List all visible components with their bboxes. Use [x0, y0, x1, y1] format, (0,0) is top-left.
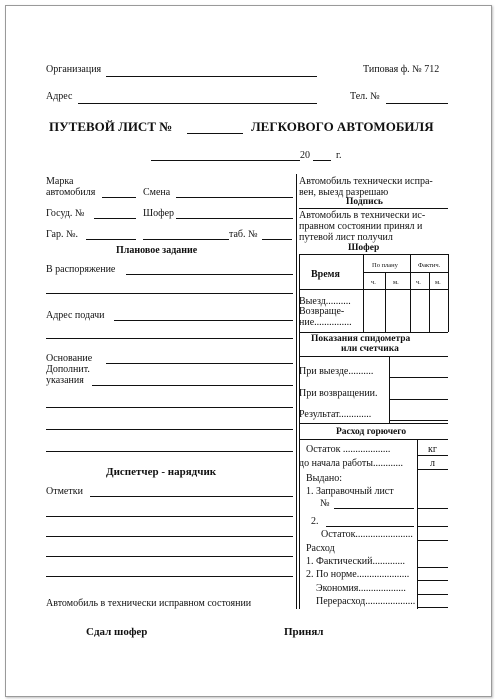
year-field[interactable]: [313, 160, 331, 161]
unit-kg: кг: [428, 444, 437, 455]
notes-field-4[interactable]: [46, 556, 293, 557]
result-label: Результат.............: [299, 409, 372, 420]
garage-label: Гар. №.: [46, 229, 79, 240]
time-table-edge: [448, 254, 449, 332]
organization-label: Организация: [46, 64, 102, 75]
at-return-label: При возвращении.: [299, 388, 378, 399]
time-table-divider: [363, 254, 364, 332]
before-work-label: до начала работы............: [299, 458, 403, 469]
time-table-divider: [410, 254, 411, 332]
refuel-number-field[interactable]: [334, 508, 414, 509]
notes-field-2[interactable]: [46, 516, 293, 517]
waybill-form: [5, 5, 492, 697]
plate-field[interactable]: [94, 218, 136, 219]
odometer-bottom-line: [299, 423, 448, 424]
fuel-line: [299, 439, 448, 440]
minutes-label: м.: [435, 279, 441, 286]
tech-ok-line-2: вен, выезд разрешаю: [299, 187, 389, 198]
item2-amount-field[interactable]: [417, 526, 448, 527]
saving-label: Экономия...................: [316, 583, 406, 594]
year-suffix: г.: [336, 150, 342, 161]
extra-field-3[interactable]: [46, 429, 293, 430]
refuel-amount-field[interactable]: [417, 508, 448, 509]
brand-label-2: автомобиля: [46, 187, 96, 198]
time-table-line: [299, 332, 448, 333]
plan-title: Плановое задание: [116, 245, 198, 256]
tab-field-line[interactable]: [143, 239, 229, 240]
remain-field[interactable]: [417, 469, 448, 470]
at-return-field[interactable]: [389, 399, 448, 400]
ok-state-label: Автомобиль в технически исправном состоянии: [46, 598, 252, 609]
notes-field[interactable]: [90, 496, 293, 497]
year-prefix: 20: [300, 150, 310, 161]
garage-field[interactable]: [86, 239, 136, 240]
time-table-line: [363, 272, 448, 273]
norm-field[interactable]: [417, 580, 448, 581]
odometer-title-2: или счетчика: [341, 344, 399, 354]
result-field[interactable]: [389, 420, 448, 421]
remain2-field[interactable]: [417, 540, 448, 541]
brand-field[interactable]: [102, 197, 136, 198]
pickup-label: Адрес подачи: [46, 310, 105, 321]
remain2-label: Остаток.......................: [321, 529, 413, 540]
notes-field-5[interactable]: [46, 576, 293, 577]
address-label: Адрес: [46, 91, 73, 102]
at-departure-field[interactable]: [389, 377, 448, 378]
departure-label: Выезд..........: [299, 296, 351, 307]
signature-line[interactable]: [299, 208, 448, 209]
column-divider: [296, 174, 297, 609]
return-label-1: Возвраще-: [299, 306, 345, 317]
signature-label: Подпись: [346, 197, 383, 207]
shift-field[interactable]: [176, 197, 293, 198]
odometer-title-1: Показания спидометра: [311, 334, 411, 344]
driver-signature-label: Шофер: [348, 243, 380, 253]
extra-field-2[interactable]: [46, 407, 293, 408]
issued-label: Выдано:: [306, 473, 343, 484]
organization-field[interactable]: [106, 76, 317, 77]
plan-column-label: По плану: [372, 262, 398, 269]
address-field[interactable]: [78, 103, 317, 104]
notes-field-3[interactable]: [46, 536, 293, 537]
basis-field[interactable]: [106, 363, 293, 364]
item2-label: 2.: [311, 516, 319, 527]
extra-label-2: указания: [46, 375, 84, 386]
hours-label: ч.: [416, 279, 421, 286]
dispatcher-title: Диспетчер - нарядчик: [106, 466, 217, 478]
time-table-divider: [429, 272, 430, 332]
norm-label: 2. По норме.....................: [306, 569, 410, 580]
disposal-field-2[interactable]: [46, 293, 293, 294]
basis-label: Основание: [46, 353, 93, 364]
time-table-divider: [385, 272, 386, 332]
remain-label: Остаток ...................: [306, 444, 391, 455]
actual-label: 1. Фактический.............: [306, 556, 406, 567]
title-waybill: ПУТЕВОЙ ЛИСТ №: [49, 119, 173, 134]
actual-field[interactable]: [417, 567, 448, 568]
time-table-line: [299, 289, 448, 290]
handed-label: Сдал шофер: [86, 626, 148, 638]
unit-line: [417, 455, 448, 456]
pickup-field-2[interactable]: [46, 338, 293, 339]
tab-field[interactable]: [262, 239, 292, 240]
tab-label: таб. №: [229, 229, 258, 240]
minutes-label: м.: [393, 279, 399, 286]
hours-label: ч.: [371, 279, 376, 286]
time-label: Время: [311, 269, 340, 280]
accepted-label: Принял: [284, 626, 324, 638]
fact-column-label: Фактич.: [418, 262, 441, 269]
fuel-title: Расход горючего: [336, 427, 407, 437]
extra-field[interactable]: [92, 385, 293, 386]
overuse-label: Перерасход....................: [316, 596, 416, 607]
form-number-label: Типовая ф. № 712: [363, 64, 440, 75]
shift-label: Смена: [143, 187, 171, 198]
consumption-label: Расход: [306, 543, 335, 554]
title-car: ЛЕГКОВОГО АВТОМОБИЛЯ: [251, 119, 434, 134]
brand-label-1: Марка: [46, 176, 74, 187]
return-label-2: ние...............: [299, 317, 352, 328]
plate-label: Госуд. №: [46, 208, 85, 219]
date-field[interactable]: [151, 160, 300, 161]
pickup-field[interactable]: [114, 320, 293, 321]
extra-field-4[interactable]: [46, 451, 293, 452]
refuel-num-label: №: [320, 498, 330, 509]
disposal-field[interactable]: [126, 274, 293, 275]
waybill-number-field[interactable]: [187, 133, 243, 134]
driver-label: Шофер: [143, 208, 175, 219]
received-line-3: путевой лист получил: [299, 232, 393, 243]
at-departure-label: При выезде..........: [299, 366, 374, 377]
unit-l: л: [430, 458, 435, 469]
notes-label: Отметки: [46, 486, 83, 497]
saving-field[interactable]: [417, 594, 448, 595]
phone-label: Тел. №: [350, 91, 380, 102]
phone-field[interactable]: [386, 103, 448, 104]
received-line-2: правном состоянии принял и: [299, 221, 423, 232]
disposal-label: В распоряжение: [46, 264, 116, 275]
odometer-line: [299, 356, 448, 357]
driver-field[interactable]: [176, 218, 293, 219]
overuse-field[interactable]: [417, 607, 448, 608]
tech-ok-line-1: Автомобиль технически испра-: [299, 176, 433, 187]
fuel-divider: [417, 439, 418, 609]
driver-signature-line[interactable]: [299, 254, 448, 255]
received-line-1: Автомобиль в технически ис-: [299, 210, 426, 221]
odometer-divider: [389, 356, 390, 423]
refuel-label: 1. Заправочный лист: [306, 486, 394, 497]
extra-label-1: Дополнит.: [46, 364, 90, 375]
item2-field[interactable]: [326, 526, 414, 527]
